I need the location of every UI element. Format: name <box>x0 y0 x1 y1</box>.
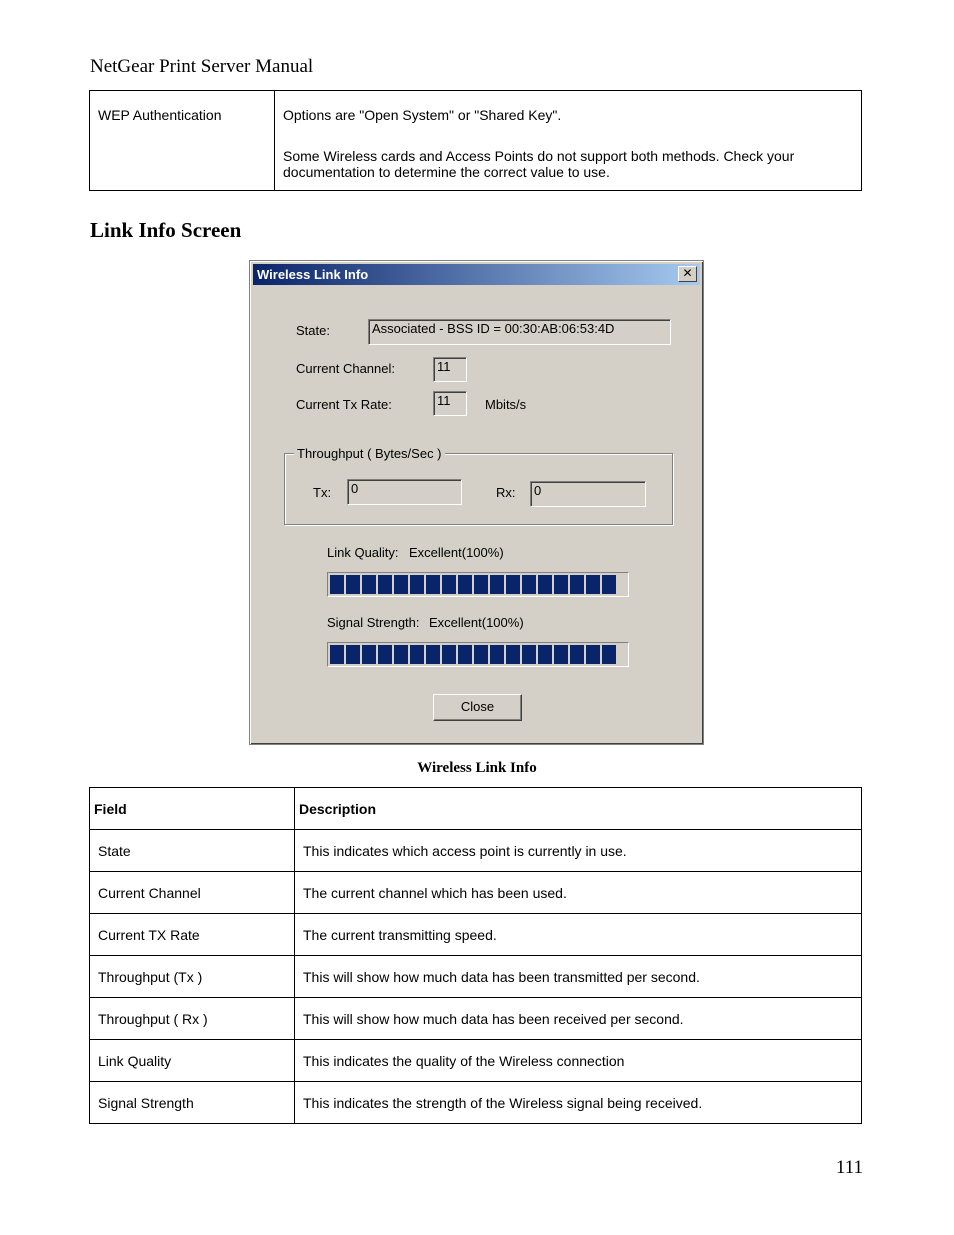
link-quality-bar <box>327 572 629 597</box>
progress-segment <box>378 645 392 664</box>
progress-segment <box>442 575 456 594</box>
table-row <box>90 914 862 956</box>
table-row <box>90 91 862 191</box>
wep-desc-line1: Options are "Open System" or "Shared Key". <box>283 107 562 123</box>
dialog-titlebar[interactable] <box>253 264 700 285</box>
signal-strength-label: Signal Strength: <box>327 615 420 630</box>
field-cell: Throughput (Tx ) <box>90 956 295 998</box>
progress-segment <box>490 645 504 664</box>
progress-segment <box>378 575 392 594</box>
progress-segment <box>554 575 568 594</box>
progress-segment <box>442 645 456 664</box>
header-description: Description <box>295 788 862 830</box>
progress-segment <box>458 575 472 594</box>
description-cell: This will show how much data has been transmitted per second. <box>295 956 862 998</box>
wireless-link-info-dialog <box>249 260 704 745</box>
progress-segment <box>474 645 488 664</box>
progress-segment <box>586 575 600 594</box>
progress-segment <box>602 645 616 664</box>
progress-segment <box>330 575 344 594</box>
field-description-table <box>89 787 862 1124</box>
progress-segment <box>426 645 440 664</box>
field-cell: Current TX Rate <box>90 914 295 956</box>
table-row <box>90 872 862 914</box>
header-field: Field <box>90 788 295 830</box>
close-icon[interactable]: ✕ <box>678 266 697 282</box>
link-quality-value: Excellent(100%) <box>409 545 504 560</box>
progress-segment <box>570 645 584 664</box>
field-cell: Link Quality <box>90 1040 295 1082</box>
progress-segment <box>362 575 376 594</box>
current-channel-label: Current Channel: <box>296 361 395 376</box>
progress-segment <box>426 575 440 594</box>
progress-segment <box>330 645 344 664</box>
page-number: 111 <box>835 1157 863 1178</box>
close-button[interactable]: Close <box>433 694 522 721</box>
wep-description-cell <box>275 91 862 191</box>
progress-segment <box>602 575 616 594</box>
progress-segment <box>362 645 376 664</box>
description-cell: This indicates which access point is currently in use. <box>295 830 862 872</box>
progress-segment <box>394 645 408 664</box>
progress-segment <box>586 645 600 664</box>
progress-segment <box>346 645 360 664</box>
rx-field[interactable]: 0 <box>530 481 646 507</box>
signal-strength-bar <box>327 642 629 667</box>
wep-table <box>89 90 862 191</box>
table-row <box>90 1040 862 1082</box>
table-row <box>90 998 862 1040</box>
description-cell: The current transmitting speed. <box>295 914 862 956</box>
table-row <box>90 1082 862 1124</box>
progress-segment <box>490 575 504 594</box>
current-channel-field[interactable]: 11 <box>433 357 467 382</box>
description-cell: The current channel which has been used. <box>295 872 862 914</box>
state-label: State: <box>296 323 330 338</box>
field-cell: Signal Strength <box>90 1082 295 1124</box>
progress-segment <box>346 575 360 594</box>
progress-segment <box>458 645 472 664</box>
signal-strength-value: Excellent(100%) <box>429 615 524 630</box>
rx-label: Rx: <box>496 485 516 500</box>
progress-segment <box>474 575 488 594</box>
progress-segment <box>410 645 424 664</box>
progress-segment <box>522 645 536 664</box>
field-cell: Throughput ( Rx ) <box>90 998 295 1040</box>
progress-segment <box>538 575 552 594</box>
signal-strength-bar-fill <box>330 645 626 664</box>
state-field[interactable]: Associated - BSS ID = 00:30:AB:06:53:4D <box>368 319 671 345</box>
dialog-title: Wireless Link Info <box>257 267 369 282</box>
current-tx-rate-field[interactable]: 11 <box>433 391 467 416</box>
throughput-label: Throughput ( Bytes/Sec ) <box>294 446 445 461</box>
progress-segment <box>394 575 408 594</box>
current-tx-rate-label: Current Tx Rate: <box>296 397 392 412</box>
table-header-row <box>90 788 862 830</box>
progress-segment <box>570 575 584 594</box>
progress-segment <box>554 645 568 664</box>
description-cell: This indicates the quality of the Wireless connection <box>295 1040 862 1082</box>
tx-label: Tx: <box>313 485 332 500</box>
description-cell: This will show how much data has been received per second. <box>295 998 862 1040</box>
progress-segment <box>522 575 536 594</box>
link-quality-label: Link Quality: <box>327 545 399 560</box>
wep-field-cell: WEP Authentication <box>90 91 275 191</box>
figure-caption: Wireless Link Info <box>417 760 537 776</box>
progress-segment <box>410 575 424 594</box>
link-quality-bar-fill <box>330 575 626 594</box>
tx-rate-unit: Mbits/s <box>485 397 527 412</box>
progress-segment <box>506 575 520 594</box>
field-cell: State <box>90 830 295 872</box>
table-row <box>90 956 862 998</box>
field-cell: Current Channel <box>90 872 295 914</box>
table-row <box>90 830 862 872</box>
wep-desc-line2: Some Wireless cards and Access Points do not support both methods. Check your documentation to determine the correct value to use. <box>283 148 795 180</box>
section-heading: Link Info Screen <box>90 218 242 242</box>
tx-field[interactable]: 0 <box>347 479 462 505</box>
page-header-title: NetGear Print Server Manual <box>90 56 314 77</box>
progress-segment <box>538 645 552 664</box>
description-cell: This indicates the strength of the Wireless signal being received. <box>295 1082 862 1124</box>
progress-segment <box>506 645 520 664</box>
